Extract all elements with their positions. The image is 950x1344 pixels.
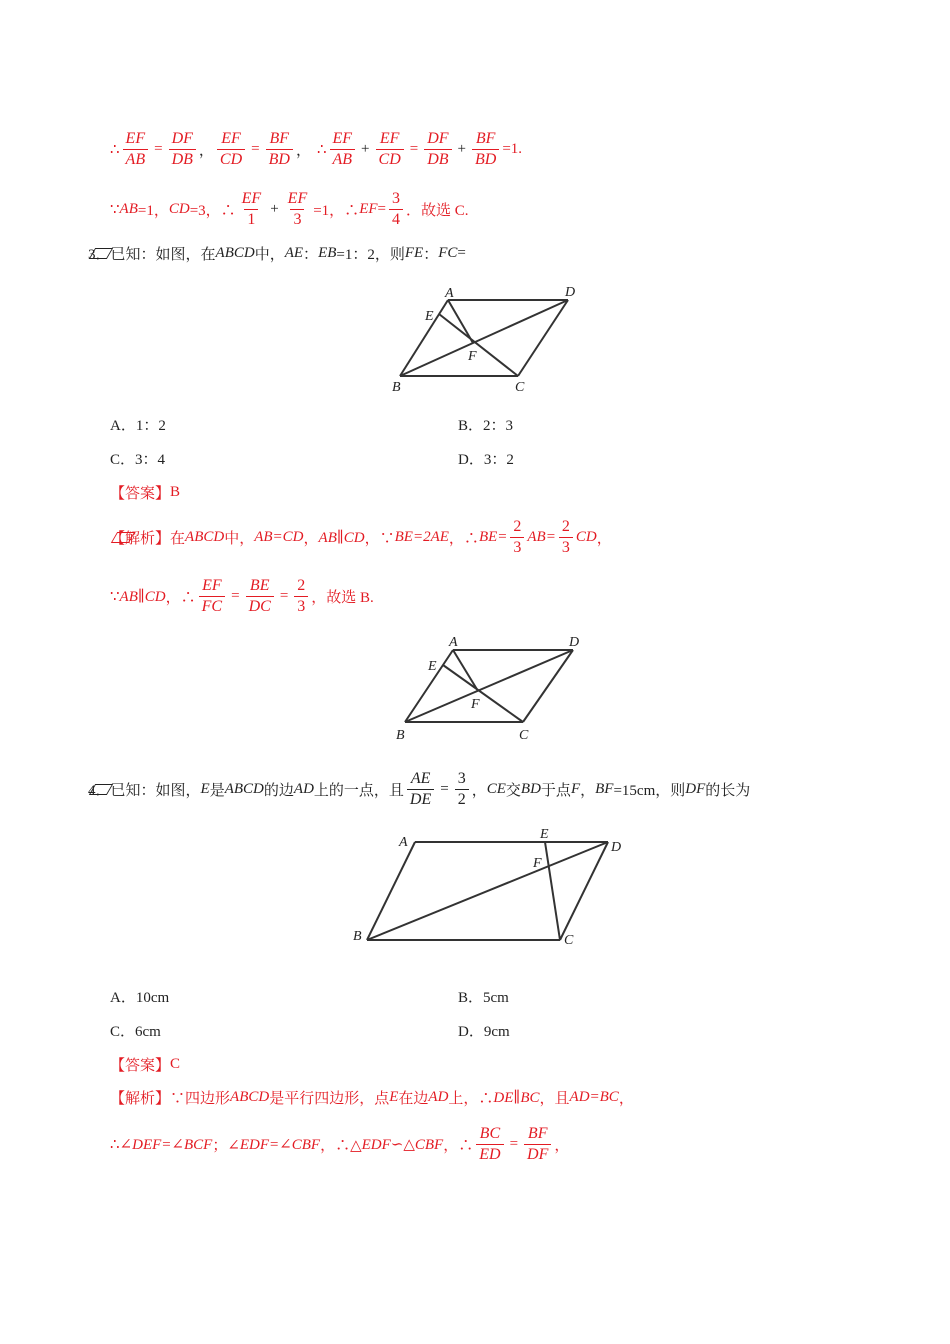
label-d: D [565,285,576,300]
question-3-figure [385,280,585,395]
label-a: A [445,286,454,301]
fraction-bf-bd-2: $\frac{BF}{BD}$ [472,129,499,170]
label-c: C [519,728,529,743]
fraction-2-3-b: $\frac{2}{3}$ [559,517,573,558]
fraction-bf-bd: $\frac{BF}{BD}$ [266,129,293,170]
fraction-ef-cd: $\frac{EF}{CD}$ [217,129,245,170]
segment-dc [560,842,608,940]
label-d: D [611,840,622,855]
fraction-3-2: $\frac{3}{2}$ [455,769,469,810]
q4-option-d[interactable]: D．9cm [458,1024,510,1040]
label-f: F [471,697,480,712]
q3-analysis-line-2: ∵ AB∥CD ，∴ $\frac{EF}{FC}$ = $\frac{BE}{DC}$ = $\frac{2}{3}$ ，故选 B. [110,576,374,615]
q4-answer: 【答案】 C [110,1055,181,1074]
segment-bd [367,842,608,940]
fraction-ef-ab-2: $\frac{EF}{AB}$ [330,129,356,170]
fraction-bf-df: $\frac{BF}{DF}$ [524,1124,551,1165]
q3-analysis-line-1: 【解析】 在 ABCD 中， AB=CD ， AB∥CD ，∵ BE=2AE ，∴ BE= $\frac{2}{3}$ AB= $\frac{2}{3}$ CD ， [110,517,612,556]
top-solution-line-1: ∴ $\frac{EF}{AB}$ = $\frac{DF}{DB}$ ， $\frac{EF}{CD}$ = $\frac{BF}{BD}$ ， ∴ $\frac{EF}{AB}$ + $\frac{EF}{CD}$ = $\frac{DF}{DB}$ + $\frac{BF}{BD}$ =1. [110,129,523,168]
segment-ab [367,842,415,940]
fraction-3-4: $\frac{3}{4}$ [389,189,403,230]
label-f: F [468,349,477,364]
label-c: C [564,933,574,948]
fraction-df-db-2: $\frac{DF}{DB}$ [424,129,451,170]
label-a: A [449,635,458,650]
fraction-df-db: $\frac{DF}{DB}$ [169,129,196,170]
fraction-be-dc: $\frac{BE}{DC}$ [246,576,274,617]
q4-option-b[interactable]: B．5cm [458,990,509,1006]
fraction-bc-ed: $\frac{BC}{ED}$ [476,1124,503,1165]
question-4-figure [345,822,635,952]
label-f: F [533,856,542,871]
question-3-stem: 3． 已知：如图，在 ABCD 中， AE ： EB =1：2，则 FE ： FC = [88,244,466,263]
segment-ec [545,842,560,940]
q3-option-a[interactable]: A．1：2 [110,418,166,434]
q3-option-d[interactable]: D．3：2 [458,452,514,468]
fraction-ae-de: $\frac{AE}{DE}$ [407,769,434,810]
label-e: E [425,309,434,324]
label-e: E [540,827,549,842]
q4-analysis-line-2: ∴∠ DEF=∠BCF ；∠ EDF=∠CBF ，∴△ EDF∽△CBF ，∴ $\frac{BC}{ED}$ = $\frac{BF}{DF}$ ， [110,1124,570,1163]
q4-option-c[interactable]: C．6cm [110,1024,161,1040]
fraction-2-3-c: $\frac{2}{3}$ [294,576,308,617]
label-b: B [353,929,362,944]
fraction-ef-1: $\frac{EF}{1}$ [241,189,262,228]
question-3-analysis-figure [385,630,585,745]
fraction-ef-ab: $\frac{EF}{AB}$ [123,129,149,170]
segment-ec [443,665,523,722]
question-4-stem: 4． 已知：如图， E 是 ABCD 的边 AD 上的一点，且 $\frac{AE}{DE}$ = $\frac{3}{2}$ ， CE 交 BD 于点 F ， BF =15cm，则 DF 的长为 [88,769,751,808]
fraction-ef-3: $\frac{EF}{3}$ [287,189,308,228]
fraction-ef-cd-2: $\frac{EF}{CD}$ [376,129,404,170]
q3-option-c[interactable]: C．3：4 [110,452,166,468]
label-b: B [396,728,405,743]
segment-ae [453,650,478,691]
q3-option-b[interactable]: B．2：3 [458,418,514,434]
q3-answer: 【答案】 B [110,483,181,502]
label-c: C [515,380,525,395]
therefore-symbol: ∴ [110,141,120,158]
fraction-2-3: $\frac{2}{3}$ [510,517,524,558]
segment-ec [439,314,518,376]
label-d: D [569,635,580,650]
fraction-ef-fc: $\frac{EF}{FC}$ [199,576,225,617]
label-b: B [392,380,401,395]
q4-analysis-line-1: 【解析】 ∵四边形 ABCD 是平行四边形，点 E 在边 AD 上，∴ DE∥BC ，且 AD=BC ， [110,1088,634,1107]
top-solution-line-2: ∵ AB =1， CD =3，∴ $\frac{EF}{1}$ + $\frac{EF}{3}$ =1，∴ EF = $\frac{3}{4}$ ．故选 C. [110,189,469,228]
segment-ae [448,300,473,343]
label-e: E [428,659,437,674]
q4-option-a[interactable]: A．10cm [110,990,170,1006]
label-a: A [399,835,408,850]
